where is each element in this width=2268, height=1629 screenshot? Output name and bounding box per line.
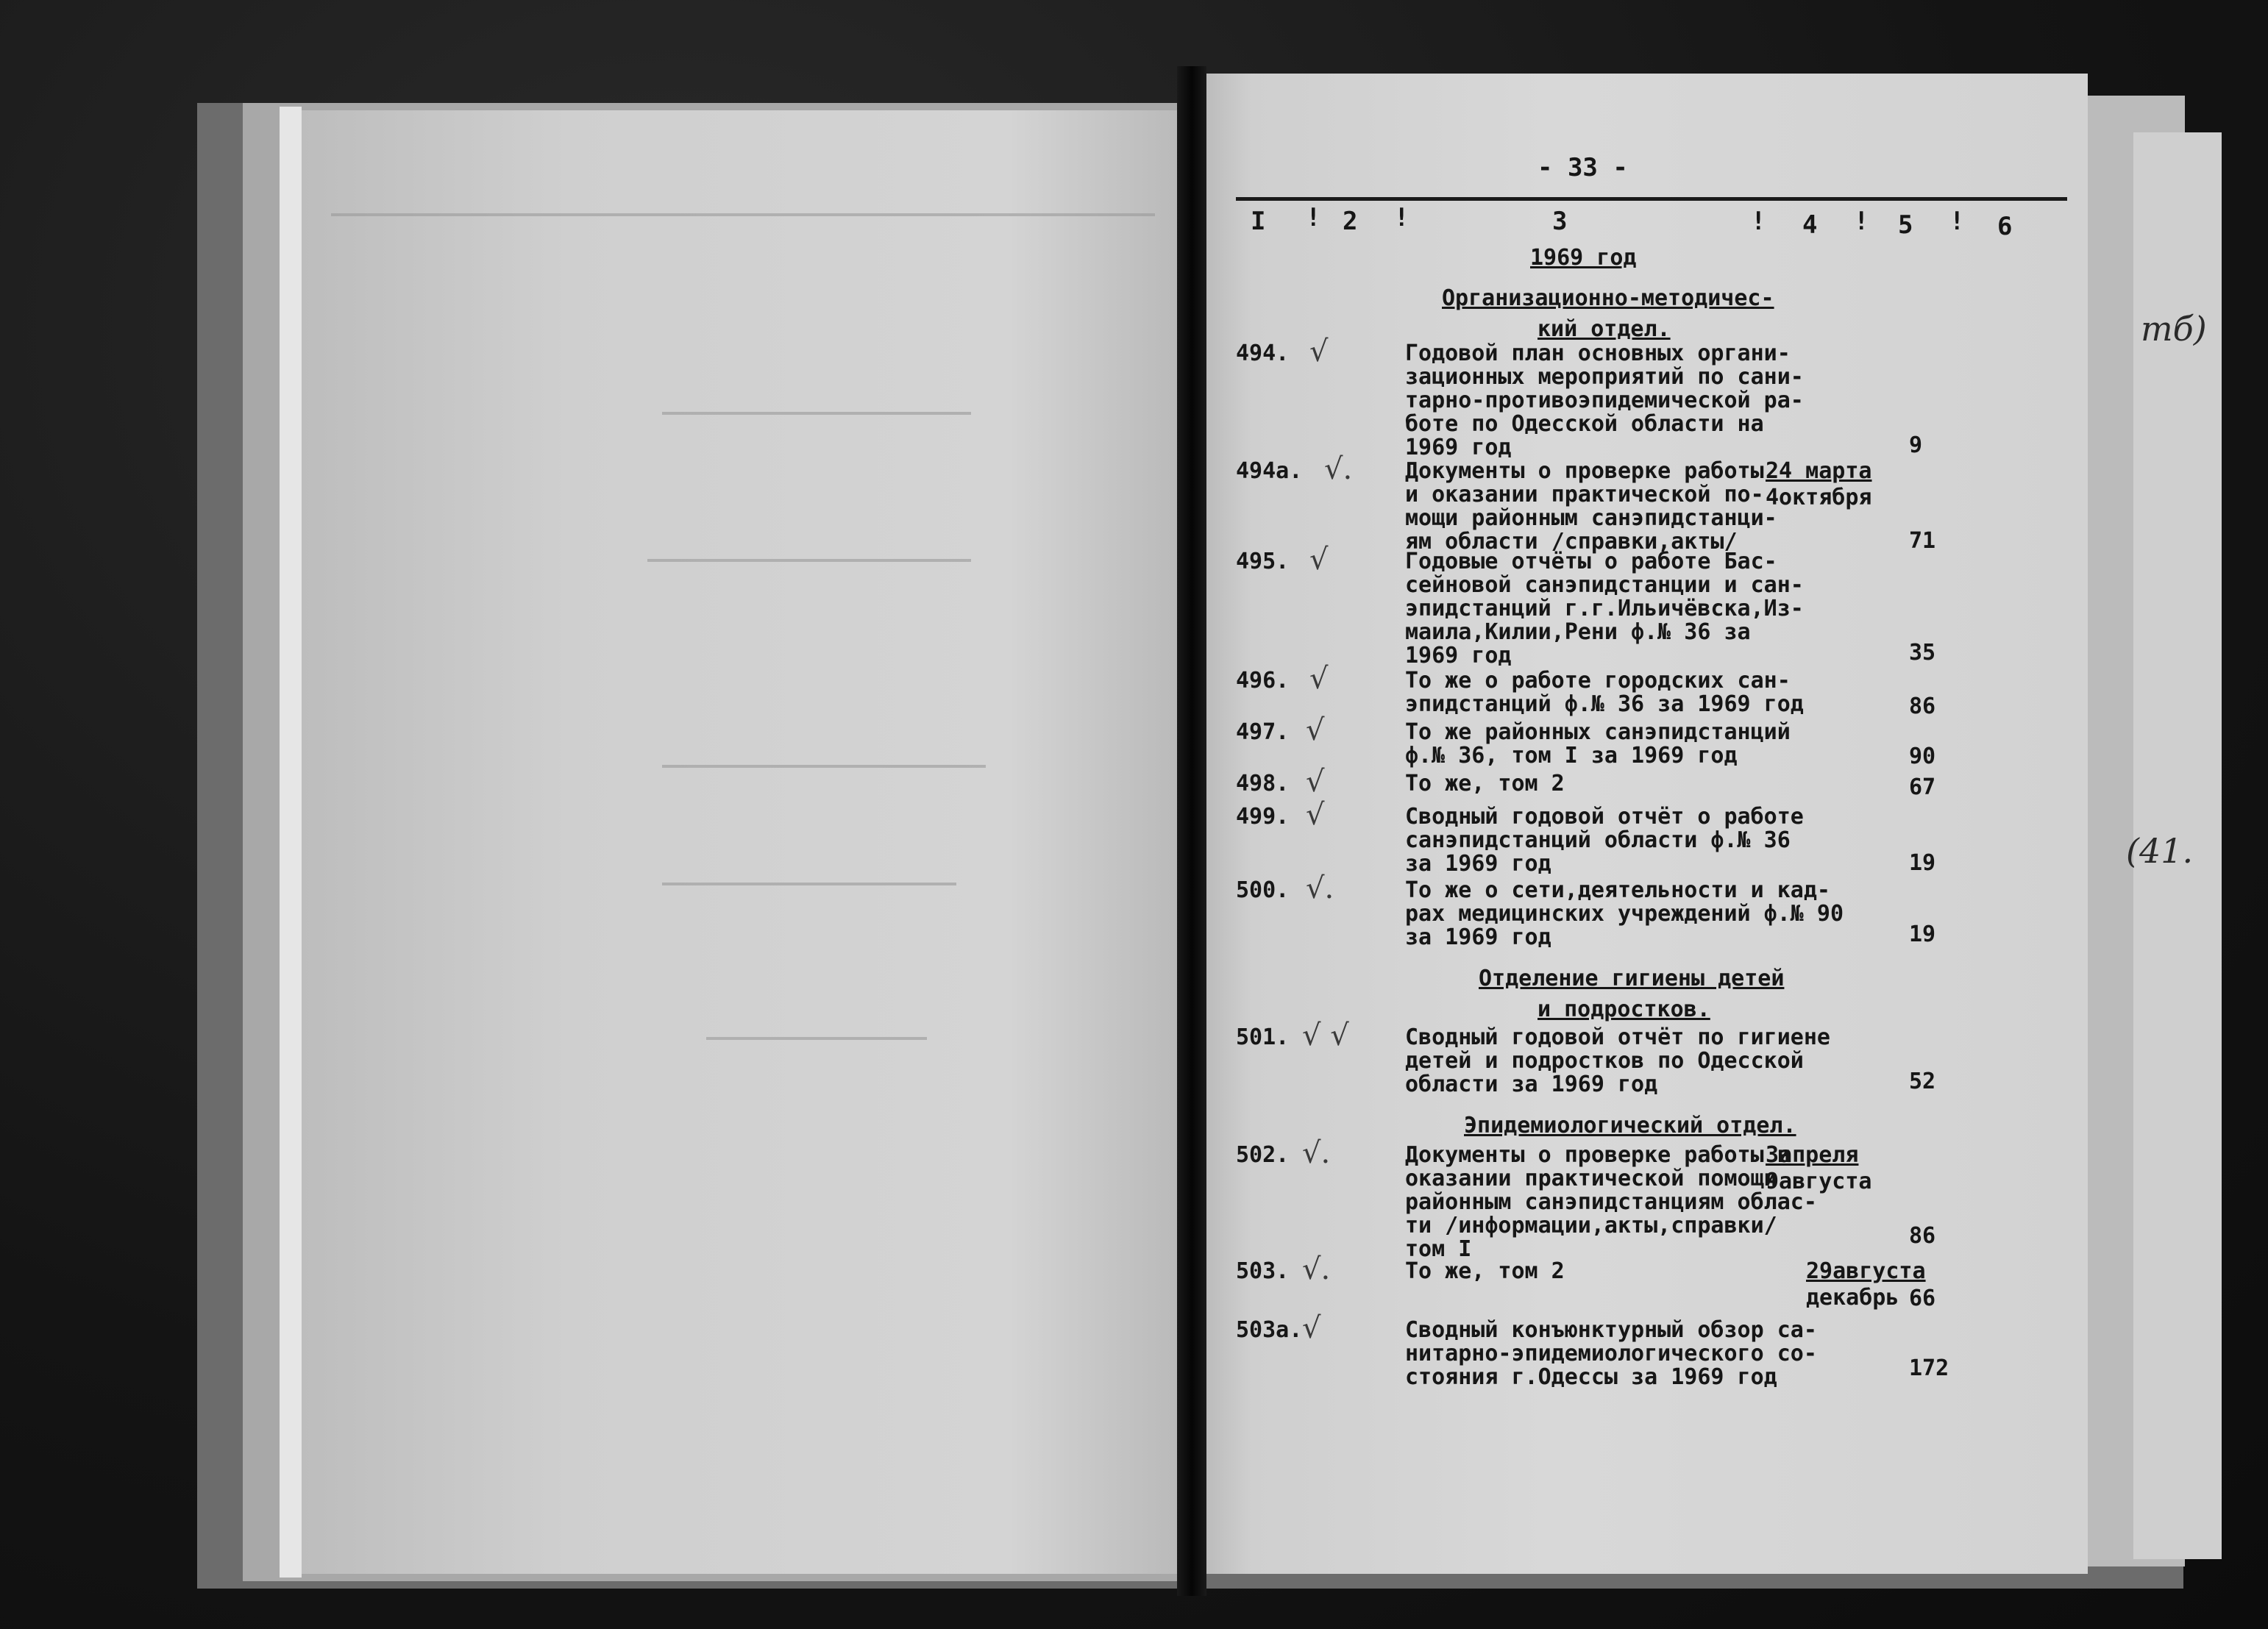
year-heading: 1969 год bbox=[1530, 245, 1637, 271]
entry-date: 29августа bbox=[1806, 1258, 1926, 1284]
check-mark-icon: √. bbox=[1302, 1136, 1331, 1170]
entry-date: 9августа bbox=[1766, 1169, 1872, 1194]
section-heading: кий отдел. bbox=[1538, 316, 1671, 342]
check-mark-icon: √ bbox=[1306, 798, 1325, 832]
entry-title: Сводный годовой отчёт о работе санэпидстанций области ф.№ 36 за 1969 год bbox=[1405, 804, 1804, 877]
entry-title: Годовой план основных органи- зационных мероприятий по сани- тарно-противоэпидемической ра- боте по Одесской области на 1969 год bbox=[1405, 341, 1804, 460]
entry-title: Документы о проверке работы и оказании практической по- мощи районным санэпидстанци- ям области /справки,акты/ bbox=[1405, 458, 1777, 555]
check-mark-icon: √. bbox=[1306, 871, 1334, 905]
table-header-rule bbox=[1236, 197, 2067, 201]
col-head-2: 2 bbox=[1343, 207, 1358, 236]
check-mark-icon: √. bbox=[1324, 452, 1353, 486]
col-head-6: 6 bbox=[1997, 212, 2013, 241]
page-number: - 33 - bbox=[1538, 153, 1628, 182]
entry-title: То же, том 2 bbox=[1405, 771, 1565, 796]
entry-page-count: 86 bbox=[1909, 694, 1936, 719]
bleed-rule bbox=[331, 213, 1155, 216]
check-mark-icon: √ bbox=[1306, 713, 1325, 747]
entry-page-count: 35 bbox=[1909, 640, 1936, 666]
entry-date: Запреля bbox=[1766, 1142, 1859, 1168]
col-sep: ! bbox=[1306, 203, 1321, 232]
entry-number: 503. bbox=[1236, 1258, 1290, 1284]
entry-title: Сводный конъюнктурный обзор са- нитарно-эпидемиологического со- стояния г.Одессы за 1969 год bbox=[1405, 1317, 1817, 1390]
margin-note-2: (41. bbox=[2126, 831, 2194, 871]
col-head-4: 4 bbox=[1802, 210, 1818, 240]
col-sep: ! bbox=[1949, 207, 1965, 236]
entry-number: 498. bbox=[1236, 771, 1290, 796]
entry-title: То же о работе городских сан- эпидстанций ф.№ 36 за 1969 год bbox=[1405, 668, 1804, 717]
bleed-rule bbox=[706, 1037, 927, 1040]
bleed-rule bbox=[647, 559, 971, 562]
check-mark-icon: √ bbox=[1309, 662, 1329, 696]
entry-page-count: 66 bbox=[1909, 1286, 1936, 1311]
entry-date: 4октября bbox=[1766, 485, 1872, 510]
entry-title: То же о сети,деятельности и кад- рах медицинских учреждений ф.№ 90 за 1969 год bbox=[1405, 877, 1844, 950]
entry-title: То же, том 2 bbox=[1405, 1258, 1565, 1284]
bleed-rule bbox=[662, 412, 971, 415]
entry-number: 497. bbox=[1236, 719, 1290, 745]
entry-number: 501. bbox=[1236, 1024, 1290, 1050]
entry-page-count: 9 bbox=[1909, 432, 1923, 458]
section-heading: Отделение гигиены детей bbox=[1479, 966, 1785, 991]
check-mark-icon: √. bbox=[1302, 1252, 1331, 1286]
bleed-rule bbox=[662, 765, 986, 768]
check-mark-icon: √ bbox=[1309, 335, 1329, 368]
col-sep: ! bbox=[1751, 207, 1766, 236]
entry-number: 496. bbox=[1236, 668, 1290, 694]
check-mark-icon: √ bbox=[1306, 765, 1325, 799]
check-mark-icon: √ bbox=[1309, 543, 1329, 577]
section-heading: Организационно-методичес- bbox=[1442, 285, 1774, 311]
entry-page-count: 19 bbox=[1909, 922, 1936, 947]
book-gutter bbox=[1177, 66, 1206, 1596]
bleed-rule bbox=[662, 883, 956, 885]
entry-number: 503а. bbox=[1236, 1317, 1303, 1343]
left-page-edge bbox=[280, 107, 302, 1578]
check-mark-icon: √ bbox=[1302, 1311, 1321, 1345]
entry-number: 502. bbox=[1236, 1142, 1290, 1168]
entry-date: декабрь bbox=[1806, 1285, 1899, 1311]
entry-title: То же районных санэпидстанций ф.№ 36, том I за 1969 год bbox=[1405, 719, 1791, 769]
entry-page-count: 19 bbox=[1909, 850, 1936, 876]
entry-page-count: 71 bbox=[1909, 528, 1936, 554]
entry-title: Годовые отчёты о работе Бас- сейновой санэпидстанции и сан- эпидстанций г.г.Ильичёвска,Из- маила,Килии,Рени ф.№ 36 за 1969 год bbox=[1405, 549, 1804, 669]
entry-page-count: 90 bbox=[1909, 744, 1936, 769]
col-sep: ! bbox=[1394, 203, 1409, 232]
entry-page-count: 52 bbox=[1909, 1069, 1936, 1094]
check-mark-icon: √ √ bbox=[1302, 1019, 1349, 1052]
entry-title: Документы о проверке работы и оказании практической помощи районным санэпидстанциям облас- ти /информации,акты,справки/ том I bbox=[1405, 1142, 1817, 1262]
col-sep: ! bbox=[1854, 207, 1869, 236]
entry-number: 495. bbox=[1236, 549, 1290, 574]
entry-page-count: 172 bbox=[1909, 1355, 1949, 1381]
entry-date: 24 марта bbox=[1766, 458, 1872, 484]
entry-page-count: 67 bbox=[1909, 774, 1936, 800]
left-page bbox=[302, 110, 1184, 1574]
entry-number: 499. bbox=[1236, 804, 1290, 830]
right-inserted-slip bbox=[2126, 132, 2222, 1559]
section-heading: Эпидемиологический отдел. bbox=[1464, 1113, 1796, 1138]
col-head-3: 3 bbox=[1552, 207, 1568, 236]
entry-title: Сводный годовой отчёт по гигиене детей и подростков по Одесской области за 1969 год bbox=[1405, 1024, 1830, 1097]
col-head-1: I bbox=[1251, 207, 1266, 236]
section-heading: и подростков. bbox=[1538, 997, 1710, 1022]
entry-number: 500. bbox=[1236, 877, 1290, 903]
margin-note-1: тб) bbox=[2141, 309, 2207, 349]
col-head-5: 5 bbox=[1898, 210, 1913, 240]
entry-number: 494а. bbox=[1236, 458, 1303, 484]
entry-number: 494. bbox=[1236, 341, 1290, 366]
entry-page-count: 86 bbox=[1909, 1223, 1936, 1249]
